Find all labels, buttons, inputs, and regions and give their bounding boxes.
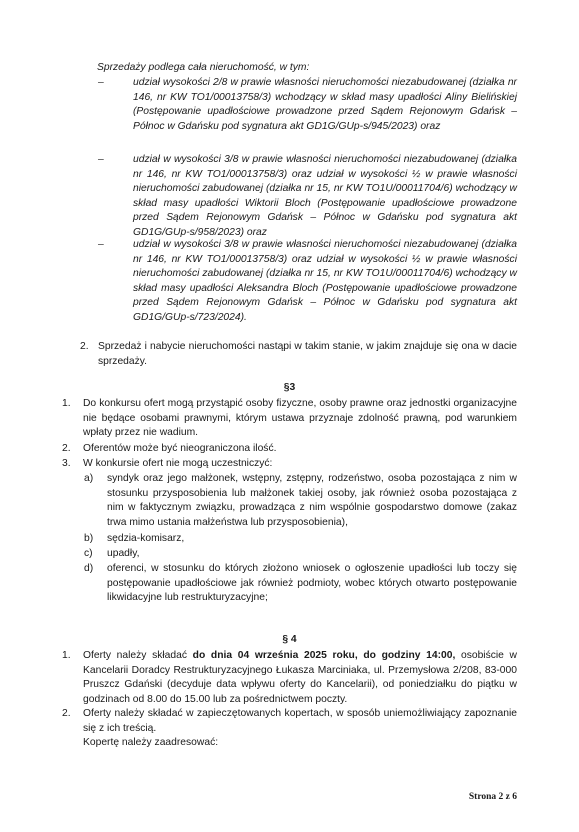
item-text-pre: Oferty należy składać xyxy=(83,650,193,661)
numbered-item xyxy=(62,442,517,457)
list-item-text: udział w wysokości 3/8 w prawie własności nieruchomości niezabudowanej (działka nr 146, nr KW TO1/00013758/3) oraz udział w wysokości ½ w prawie własności nieruchomości zabudowanej (działka nr 15, nr KW TO1U/00011704/6) wchodzący w skład masy upadłości Aleksandra Bloch (Postępowanie upadłościowe prowadzone przed Sądem Rejonowym Gdańsk – Północ w Gdańsku pod sygnatura akt GD1G/GUp-s/723/2024). xyxy=(133,239,517,323)
sub-item-letter: b) xyxy=(84,533,94,544)
sub-list-item xyxy=(84,562,517,606)
sub-list-item xyxy=(84,532,517,547)
list-item xyxy=(98,76,517,134)
item-number: 1. xyxy=(62,398,71,409)
item-text: Sprzedaż i nabycie nieruchomości nastąpi w takim stanie, w jakim znajduje się ona w dacie sprzedaży. xyxy=(98,341,517,367)
list-item-text: udział w wysokości 3/8 w prawie własności nieruchomości niezabudowanej (działka nr 146, nr KW TO1/00013758/3) oraz udział w wysokości ½ w prawie własności nieruchomości zabudowanej (działka nr 15, nr KW TO1U/00011704/6) wchodzący w skład masy upadłości Wiktorii Bloch (Postępowanie upadłościowe prowadzone przed Sądem Rejonowym Gdańsk – Północ w Gdańsku pod sygnatura akt GD1G/GUp-s/958/2023) oraz xyxy=(133,154,517,238)
numbered-item xyxy=(62,649,517,707)
numbered-item xyxy=(62,397,517,441)
item-number: 1. xyxy=(62,650,71,661)
intro-text: Sprzedaży podlega cała nieruchomość, w tym: xyxy=(97,62,310,73)
section-title: §3 xyxy=(283,382,296,393)
dash-bullet: – xyxy=(98,77,104,88)
item-number: 2. xyxy=(62,443,71,454)
sub-list-item xyxy=(84,547,517,562)
sub-item-letter: c) xyxy=(84,548,93,559)
list-item xyxy=(98,238,517,326)
deadline-text: do dnia 04 września 2025 roku, do godziny 14:00, xyxy=(192,650,456,661)
list-item xyxy=(98,153,517,241)
numbered-item xyxy=(80,340,517,369)
dash-bullet: – xyxy=(98,154,104,165)
list-item-text: udział wysokości 2/8 w prawie własności nieruchomości niezabudowanej (działka nr 146, nr KW TO1/00013758/3) wchodzący w skład masy upadłości Aliny Bielińskiej (Postępowanie upadłościowe prowadzone przed Sądem Rejonowym Gdańsk – Północ w Gdańsku pod sygnatura akt GD1G/GUp-s/945/2023) oraz xyxy=(133,77,517,132)
sub-item-text: syndyk oraz jego małżonek, wstępny, zstępny, rodzeństwo, osoba pozostająca z nim w stosunku przysposobienia lub małżonek takiej osoby, jak również osoba pozostająca z nim w faktycznym związku, prowadząca z nim wspólnie gospodarstwo domowe (zakaz trwa mimo ustania małżeństwa lub przysposobienia), xyxy=(107,473,517,528)
item-text xyxy=(83,649,517,707)
numbered-item xyxy=(62,457,517,472)
item-text: Oferty należy składać w zapieczętowanych kopertach, w sposób uniemożliwiający zapoznanie się z ich treścią. xyxy=(83,708,517,734)
section-title: § 4 xyxy=(282,634,297,645)
dash-bullet: – xyxy=(98,239,104,250)
item-text-post: osobiście w Kancelarii Doradcy Restrukturyzacyjnego Łukasza Marciniaka, ul. Przemysłowa 2/208, 83-000 Pruszcz Gdański (decyduje data wpływu oferty do Kancelarii), od poniedziałku do piątku w godzinach od 8.00 do 15.00 lub za pośrednictwem poczty. xyxy=(83,650,517,705)
item-text: Do konkursu ofert mogą przystąpić osoby fizyczne, osoby prawne oraz jednostki organizacyjne nie będące osobami prawnymi, którym ustawa przyznaje zdolność prawną, pod warunkiem wpłaty przez nie wadium. xyxy=(83,398,517,439)
sub-list-item xyxy=(84,472,517,530)
item-text: Oferentów może być nieograniczona ilość. xyxy=(83,443,277,454)
numbered-item xyxy=(62,707,517,751)
page-number: Strona 2 z 6 xyxy=(468,792,517,802)
item-number: 2. xyxy=(80,341,89,352)
item-number: 3. xyxy=(62,458,71,469)
item-number: 2. xyxy=(62,708,71,719)
sub-item-text: upadły, xyxy=(107,548,140,559)
item-text: W konkursie ofert nie mogą uczestniczyć: xyxy=(83,458,273,469)
sub-item-letter: d) xyxy=(84,563,94,574)
sub-item-letter: a) xyxy=(84,473,94,484)
item-text-line: Kopertę należy zaadresować: xyxy=(83,737,219,749)
sub-item-text: oferenci, w stosunku do których złożono wniosek o ogłoszenie upadłości lub toczy się postępowanie upadłościowe jak również podmioty, wobec których otwarto postępowanie likwidacyjne lub restrukturyzacyjne; xyxy=(107,563,517,604)
sub-item-text: sędzia-komisarz, xyxy=(107,533,185,544)
